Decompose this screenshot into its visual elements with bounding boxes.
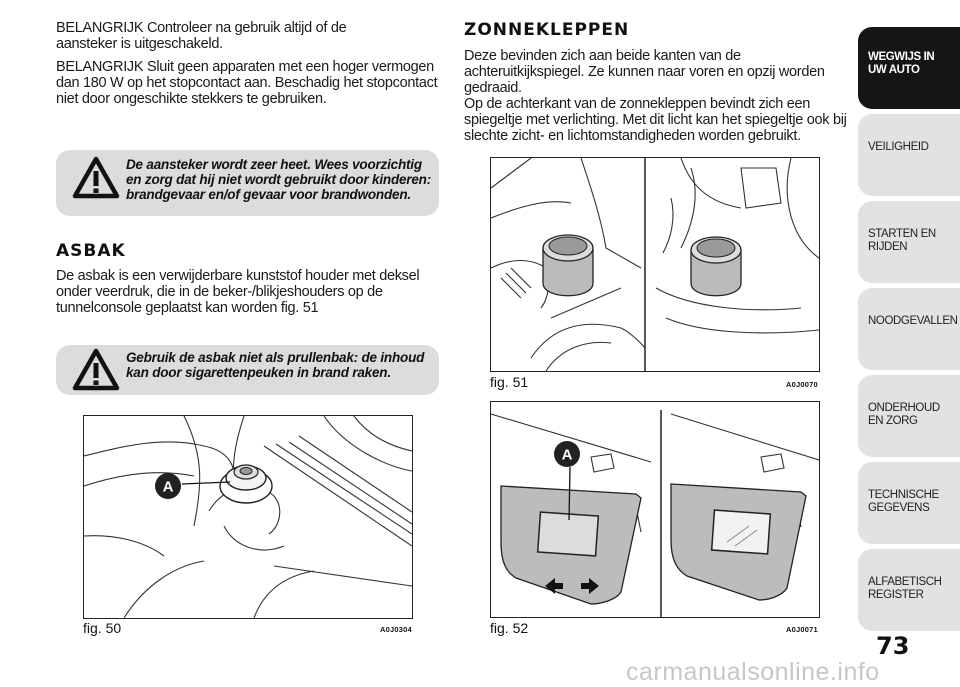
tab-alfabetisch-register[interactable] xyxy=(858,549,960,631)
callout-marker xyxy=(154,472,182,500)
heading-asbak: ASBAK xyxy=(56,241,126,261)
warning-triangle-icon xyxy=(72,348,120,392)
paragraph-zonnekleppen-mirror: Op de achterkant van de zonnekleppen bevindt zich een spiegeltje met verlichting. Met dit licht kan het spiegeltje ook bij slechte zicht- en lichtomstandigheden worden gebruikt. xyxy=(464,96,847,144)
heading-zonnekleppen: ZONNEKLEPPEN xyxy=(464,20,630,40)
warning-text-asbak: Gebruik de asbak niet als prullenbak: de inhoud kan door sigarettenpeuken in brand raken. xyxy=(126,350,425,380)
paragraph-lighter-off: BELANGRIJK Controleer na gebruik altijd of de aansteker is uitgeschakeld. xyxy=(56,20,347,52)
tab-label: ONDERHOUD EN ZORG xyxy=(868,402,940,427)
tab-veiligheid[interactable] xyxy=(858,114,960,196)
tab-label: VEILIGHEID xyxy=(868,141,929,153)
watermark: carmanualsonline.info xyxy=(626,658,880,686)
tab-wegwijs-in-uw-auto[interactable] xyxy=(858,27,960,109)
tab-starten-en-rijden[interactable] xyxy=(858,201,960,283)
tab-label: TECHNISCHE GEGEVENS xyxy=(868,489,939,514)
callout-label-a: A xyxy=(162,478,174,496)
figure-50-caption: fig. 50 xyxy=(83,620,122,636)
warning-box-asbak xyxy=(56,345,439,395)
paragraph-socket-power: BELANGRIJK Sluit geen apparaten met een hoger vermogen dan 180 W op het stopcontact aan. Beschadig het stopcontact niet door ongeschikte stekkers te gebruiken. xyxy=(56,59,438,107)
tab-noodgevallen[interactable] xyxy=(858,288,960,370)
warning-triangle-icon xyxy=(72,156,120,200)
warning-box-lighter xyxy=(56,150,439,216)
figure-51-code: A0J0070 xyxy=(786,380,818,389)
figure-51-ashtray-cupholder xyxy=(490,157,820,372)
figure-51-caption: fig. 51 xyxy=(490,374,529,390)
sun-visor-illustration xyxy=(491,402,819,617)
cupholder-illustration xyxy=(491,158,819,371)
callout-marker xyxy=(553,440,581,468)
figure-50-ashtray-in-console xyxy=(83,415,413,619)
page-number: 73 xyxy=(876,632,910,660)
tab-label: ALFABETISCH REGISTER xyxy=(868,576,942,601)
warning-text-lighter: De aansteker wordt zeer heet. Wees voorzichtig en zorg dat hij niet wordt gebruikt door kinderen: brandgevaar en/of gevaar voor brandwonden. xyxy=(126,157,432,202)
paragraph-asbak: De asbak is een verwijderbare kunststof houder met deksel onder veerdruk, die in de beker-/blikjeshouders op de tunnelconsole geplaatst kan worden fig. 51 xyxy=(56,268,420,316)
tab-label: STARTEN EN RIJDEN xyxy=(868,228,936,253)
figure-52-caption: fig. 52 xyxy=(490,620,529,636)
tab-onderhoud-en-zorg[interactable] xyxy=(858,375,960,457)
figure-52-sun-visors xyxy=(490,401,820,618)
tab-label: NOODGEVALLEN xyxy=(868,315,958,327)
tab-technische-gegevens[interactable] xyxy=(858,462,960,544)
left-column xyxy=(56,20,446,107)
figure-50-code: A0J0304 xyxy=(380,625,412,634)
paragraph-zonnekleppen-position: Deze bevinden zich aan beide kanten van de achteruitkijkspiegel. Ze kunnen naar voren en opzij worden gedraaid. xyxy=(464,48,825,96)
console-illustration xyxy=(84,416,412,618)
callout-label-a: A xyxy=(561,446,573,464)
tab-label: WEGWIJS IN UW AUTO xyxy=(868,51,935,76)
figure-52-code: A0J0071 xyxy=(786,625,818,634)
